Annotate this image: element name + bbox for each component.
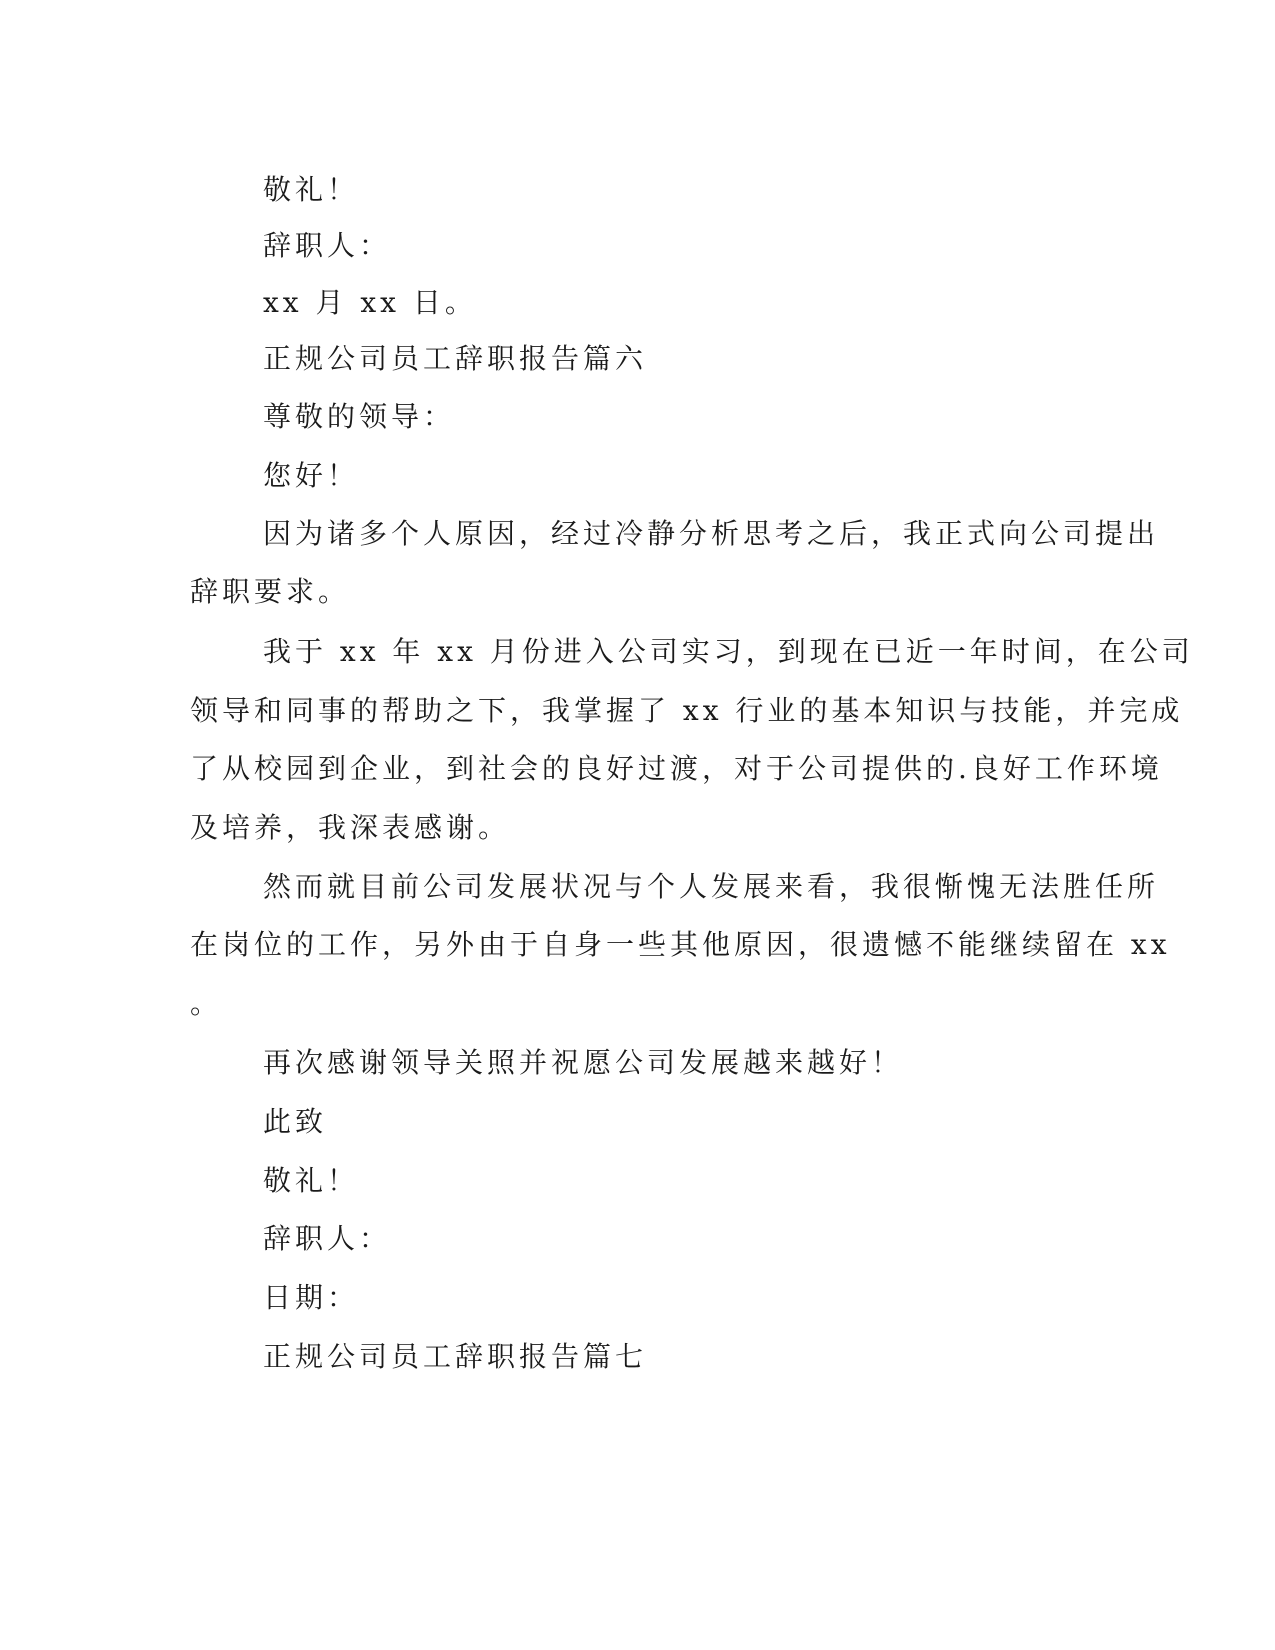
thanks-line: 再次感谢领导关照并祝愿公司发展越来越好！: [263, 1046, 904, 1079]
greeting-line: 尊敬的领导：: [263, 400, 456, 433]
paragraph-line: 在岗位的工作，另外由于自身一些其他原因，很遗憾不能继续留在 xx: [190, 928, 1171, 961]
closing-line: 此致: [263, 1105, 328, 1138]
paragraph-line: 了从校园到企业，到社会的良好过渡，对于公司提供的.良好工作环境: [190, 752, 1163, 785]
closing-salutation: 敬礼！: [263, 173, 360, 206]
section-heading: 正规公司员工辞职报告篇七: [263, 1340, 648, 1373]
paragraph-line: 我于 xx 年 xx 月份进入公司实习，到现在已近一年时间，在公司: [263, 635, 1194, 668]
paragraph-line: 及培养，我深表感谢。: [190, 811, 511, 844]
paragraph-line: 领导和同事的帮助之下，我掌握了 xx 行业的基本知识与技能，并完成: [190, 694, 1184, 727]
closing-salutation: 敬礼！: [263, 1164, 360, 1197]
hello-line: 您好！: [263, 459, 360, 492]
section-heading: 正规公司员工辞职报告篇六: [263, 342, 648, 375]
paragraph-line: 。: [190, 987, 223, 1020]
paragraph-line: 然而就目前公司发展状况与个人发展来看，我很惭愧无法胜任所: [263, 870, 1160, 903]
date-label: 日期：: [263, 1281, 360, 1314]
resigner-label: 辞职人：: [263, 1222, 392, 1255]
date-line: xx 月 xx 日。: [263, 286, 477, 319]
paragraph-line: 辞职要求。: [190, 575, 351, 608]
paragraph-line: 因为诸多个人原因，经过冷静分析思考之后，我正式向公司提出: [263, 517, 1160, 550]
resigner-label: 辞职人：: [263, 229, 392, 262]
